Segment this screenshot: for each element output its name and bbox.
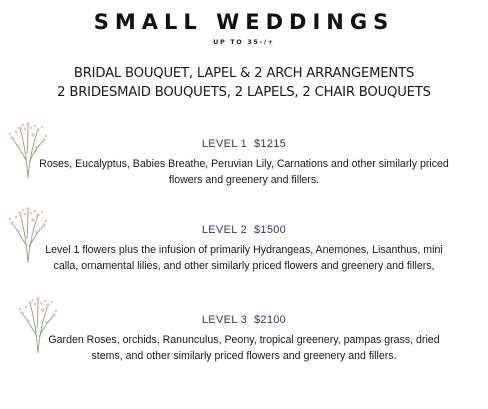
sprig-blossom	[44, 300, 47, 303]
sprig-blossom	[21, 135, 24, 138]
level-description	[14, 242, 474, 274]
sprig-blossom	[21, 220, 24, 223]
sprig-blossom	[25, 306, 28, 309]
level-label: LEVEL 2	[201, 224, 248, 236]
sprig-blossom	[46, 303, 50, 307]
level-heading	[0, 138, 488, 150]
description-line: calla, ornamental lilies, and other similarly priced flowers and greenery and fillers,	[53, 260, 435, 272]
sprig-blossom	[30, 212, 33, 215]
level-heading	[0, 314, 488, 326]
sprig-blossom	[55, 310, 58, 313]
sprig-blossom	[34, 303, 37, 306]
sprig-blossom	[36, 297, 40, 301]
sprig-blossom	[9, 133, 12, 136]
sprig-blossom	[32, 299, 35, 302]
sprig-blossom	[26, 207, 30, 211]
sprig-blossom	[31, 310, 34, 313]
level-label: LEVEL 3	[201, 314, 248, 326]
description-line: stems, and other similarly priced flowers and greenery and fillers.	[91, 350, 397, 362]
level-heading	[0, 224, 488, 236]
sprig-blossom	[22, 209, 25, 212]
level-3-block	[0, 314, 488, 364]
sprig-blossom	[34, 125, 37, 128]
sprig-blossom	[36, 213, 40, 217]
package-line: BRIDAL BOUQUET, LAPEL & 2 ARCH ARRANGEMENTS	[73, 66, 415, 81]
sprig-blossom	[36, 128, 40, 132]
level-price: $1215	[254, 138, 287, 150]
sprig-blossom	[19, 308, 22, 311]
sprig-blossom	[31, 218, 35, 222]
sprig-blossom	[24, 213, 27, 216]
sprig-blossom	[26, 122, 30, 126]
sprig-blossom	[24, 128, 27, 131]
level-description	[14, 332, 474, 364]
level-label: LEVEL 1	[201, 138, 248, 150]
sprig-blossom	[31, 133, 35, 137]
sprig-blossom	[30, 127, 33, 130]
description-line: Roses, Eucalyptus, Babies Breathe, Peruvian Lily, Carnations and other similarly priced	[39, 158, 449, 170]
sprig-blossom	[45, 135, 48, 138]
sprig-blossom	[28, 301, 32, 305]
sprig-blossom	[15, 216, 18, 219]
sprig-blossom	[34, 210, 37, 213]
guest-count-subtitle: UP TO 35-/+	[213, 38, 275, 46]
sprig-blossom	[18, 211, 22, 215]
level-description	[14, 156, 474, 188]
sprig-blossom	[41, 126, 44, 129]
sprig-blossom	[22, 124, 25, 127]
package-contents	[0, 64, 488, 102]
description-line: Level 1 flowers plus the infusion of primarily Hydrangeas, Anemones, Lisanthus, mini	[45, 244, 443, 256]
description-line: Garden Roses, orchids, Ranunculus, Peony, tropical greenery, pampas grass, dried	[48, 334, 440, 346]
level-price: $2100	[254, 314, 287, 326]
level-1-block	[0, 138, 488, 188]
page-title: SMALL WEDDINGS	[93, 10, 395, 34]
description-line: flowers and greenery and fillers.	[168, 174, 320, 186]
sprig-blossom	[41, 211, 44, 214]
level-2-block	[0, 224, 488, 274]
level-price: $1500	[254, 224, 287, 236]
sprig-blossom	[41, 308, 45, 312]
sprig-blossom	[9, 218, 12, 221]
package-line: 2 BRIDESMAID BOUQUETS, 2 LAPELS, 2 CHAIR BOUQUETS	[57, 85, 431, 100]
sprig-blossom	[45, 220, 48, 223]
sprig-blossom	[18, 126, 22, 130]
sprig-blossom	[40, 302, 43, 305]
sprig-blossom	[15, 131, 18, 134]
sprig-blossom	[51, 301, 54, 304]
